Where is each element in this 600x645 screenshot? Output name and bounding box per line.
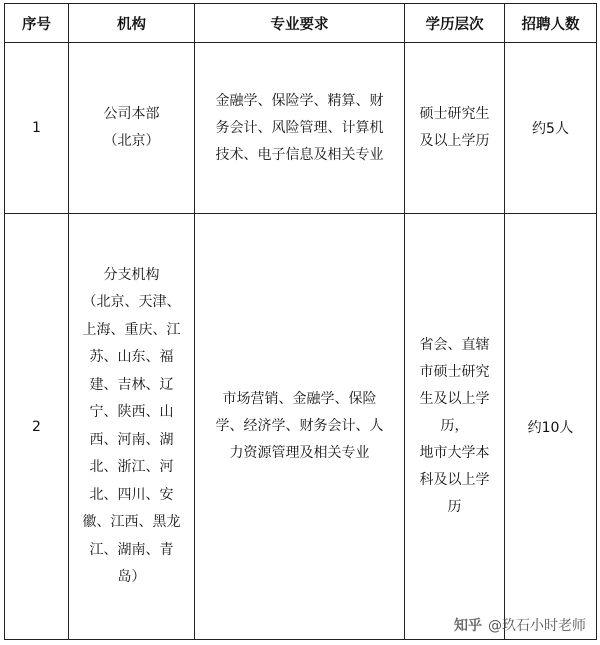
education-line: 历， <box>440 418 469 434</box>
row-index: 1 <box>5 43 69 214</box>
institution-line: 西、河南、湖 <box>89 431 174 448</box>
header-institution: 机构 <box>69 4 195 43</box>
major-line: 务会计、风险管理、计算机 <box>215 119 384 136</box>
table-row <box>5 43 597 214</box>
major-line: 金融学、保险学、精算、财 <box>215 92 384 109</box>
institution-location: （北京） <box>103 133 160 149</box>
major-cell <box>195 214 405 640</box>
institution-line: 苏、山东、福 <box>89 349 174 365</box>
count-cell: 约10人 <box>505 214 597 640</box>
institution-line: 上海、重庆、江 <box>82 321 181 338</box>
education-line: 科及以上学 <box>419 472 490 488</box>
header-count: 招聘人数 <box>505 4 597 43</box>
education-line: 硕士研究生 <box>419 106 490 122</box>
institution-line: （北京、天津、 <box>82 294 181 310</box>
institution-line: 江、湖南、青 <box>89 541 174 558</box>
institution-line: 分支机构 <box>103 266 160 283</box>
education-line: 市硕士研究 <box>419 364 490 380</box>
major-line: 市场营销、金融学、保险 <box>222 391 377 407</box>
header-index: 序号 <box>5 4 69 43</box>
major-line: 学、经济学、财务会计、人 <box>215 418 384 434</box>
major-line: 技术、电子信息及相关专业 <box>215 146 384 163</box>
education-line: 生及以上学 <box>419 391 490 407</box>
major-line: 力资源管理及相关专业 <box>229 445 370 461</box>
institution-line: 宁、陕西、山 <box>89 404 174 420</box>
institution-name: 公司本部 <box>103 106 160 122</box>
education-line: 历 <box>447 499 462 515</box>
institution-line: 岛） <box>117 569 146 585</box>
education-cell <box>405 43 505 214</box>
institution-cell <box>69 214 195 640</box>
institution-cell <box>69 43 195 214</box>
education-line: 省会、直辖 <box>419 337 490 353</box>
table-row <box>5 214 597 640</box>
header-row <box>5 4 597 43</box>
watermark-brand: 知乎 <box>454 618 482 634</box>
row-index: 2 <box>5 214 69 640</box>
institution-line: 北、浙江、河 <box>89 459 174 475</box>
header-education: 学历层次 <box>405 4 505 43</box>
major-cell <box>195 43 405 214</box>
recruitment-table <box>4 3 597 640</box>
education-cell <box>405 214 505 640</box>
institution-line: 徽、江西、黑龙 <box>82 514 181 530</box>
institution-line: 建、吉林、辽 <box>89 376 174 393</box>
education-line: 及以上学历 <box>419 133 490 149</box>
watermark <box>454 615 586 635</box>
watermark-author: @玖石小时老师 <box>488 618 586 634</box>
education-line: 地市大学本 <box>419 445 490 461</box>
count-cell: 约5人 <box>505 43 597 214</box>
institution-line: 北、四川、安 <box>89 486 174 503</box>
header-major: 专业要求 <box>195 4 405 43</box>
